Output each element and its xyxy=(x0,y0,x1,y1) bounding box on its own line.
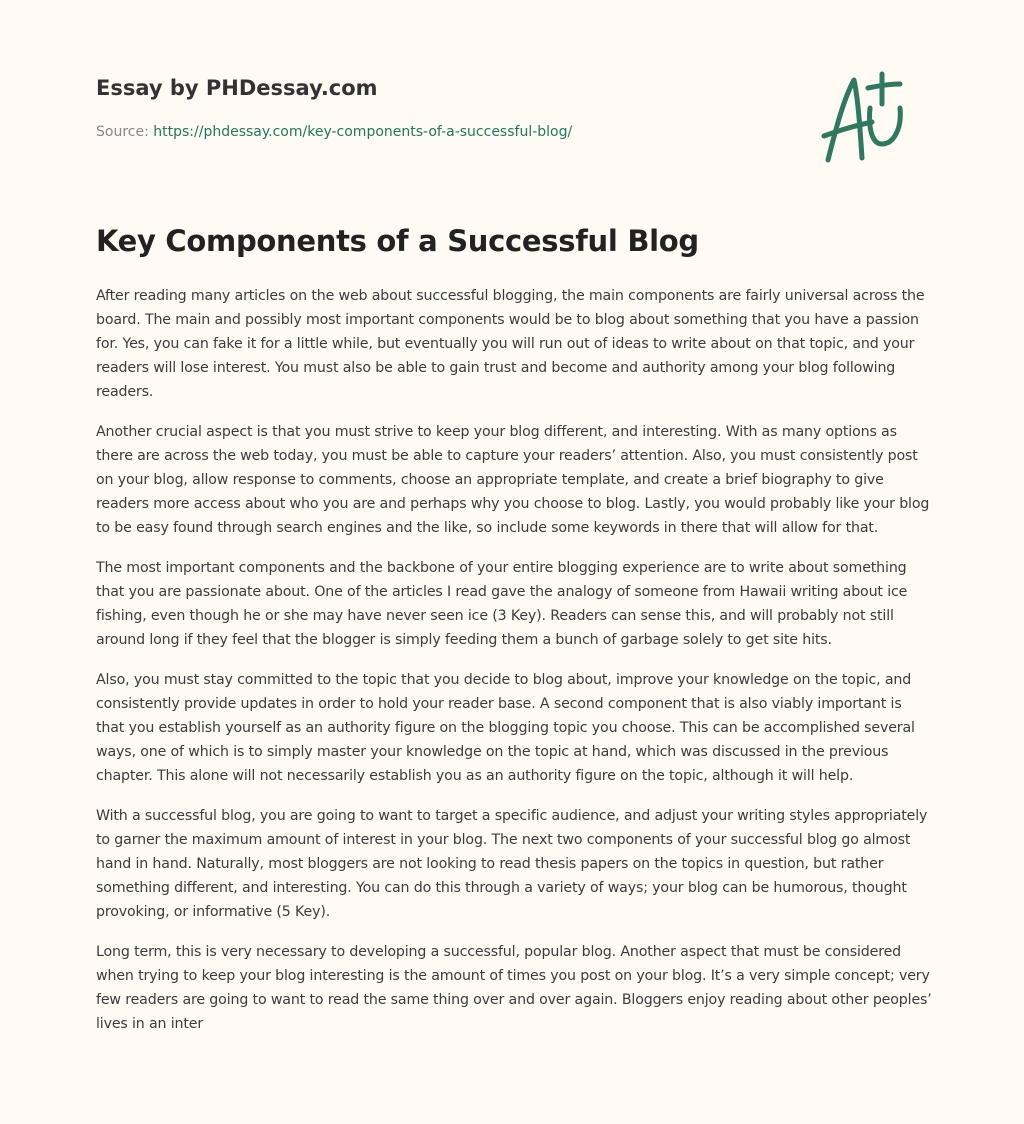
paragraph: After reading many articles on the web about successful blogging, the main components are fairly universal across the board. The main and possibly most important components would be to blog about something that you have a passion for. Yes, you can fake it for a little while, but eventually you will run out of ideas to write about on that topic, and your readers will lose interest. You must also be able to gain trust and become and authority among your blog following readers. xyxy=(96,288,925,400)
source-line xyxy=(96,124,572,140)
source-label: Source: xyxy=(96,124,149,140)
site-title: Essay by PHDessay.com xyxy=(96,76,378,100)
paragraph: The most important components and the backbone of your entire blogging experience are to write about something that you are passionate about. One of the articles I read gave the analogy of someone from Hawaii writing about ice fishing, even though he or she may have never seen ice (3 Key). Readers can sense this, and will probably not still around long if they feel that the blogger is simply feeding them a bunch of garbage solely to get site hits. xyxy=(96,560,908,648)
paragraph: Another crucial aspect is that you must strive to keep your blog different, and interesting. With as many options as there are across the web today, you must be able to capture your readers’ attention. Also, you must consistently post on your blog, allow response to comments, choose an appropriate template, and create a brief biography to give readers more access about who you are and perhaps why you choose to blog. Lastly, you would probably like your blog to be easy found through search engines and the like, so include some keywords in there that will allow for that. xyxy=(96,424,930,536)
paragraph: Long term, this is very necessary to developing a successful, popular blog. Another aspect that must be considered when trying to keep your blog interesting is the amount of times you post on your blog. It’s a very simple concept; very few readers are going to want to read the same thing over and over again. Bloggers enjoy reading about other peoples’ lives in an inter xyxy=(96,944,932,1032)
article-body xyxy=(96,284,932,1052)
paragraph: With a successful blog, you are going to want to target a specific audience, and adjust your writing styles appropriately to garner the maximum amount of interest in your blog. The next two components of your successful blog go almost hand in hand. Naturally, most bloggers are not looking to read thesis papers on the topics in question, but rather something different, and interesting. You can do this through a variety of ways; your blog can be humorous, thought provoking, or informative (5 Key). xyxy=(96,808,928,920)
article-title: Key Components of a Successful Blog xyxy=(96,224,699,258)
source-link[interactable]: https://phdessay.com/key-components-of-a-successful-blog/ xyxy=(153,124,573,140)
a-plus-logo-icon xyxy=(820,68,930,168)
paragraph: Also, you must stay committed to the topic that you decide to blog about, improve your knowledge on the topic, and consistently provide updates in order to hold your reader base. A second component that is also viably important is that you establish yourself as an authority figure on the blogging topic you choose. This can be accomplished several ways, one of which is to simply master your knowledge on the topic at hand, which was discussed in the previous chapter. This alone will not necessarily establish you as an authority figure on the topic, although it will help. xyxy=(96,672,915,784)
